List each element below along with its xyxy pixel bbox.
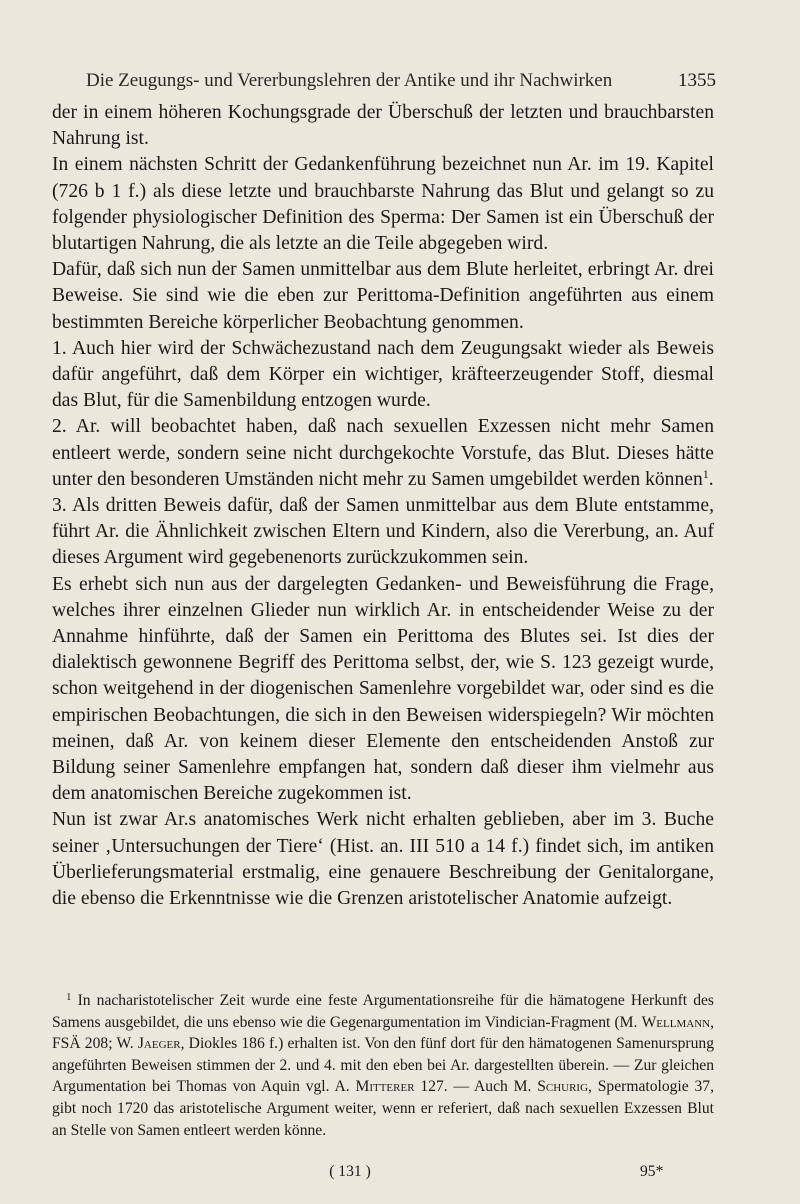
author-name: Mitterer (355, 1078, 415, 1096)
footnote-part: 127. — Auch M. (414, 1078, 538, 1096)
paragraph: Nun ist zwar Ar.s anatomisches Werk nicht erhalten geblieben, aber im 3. Buche seiner ‚Untersuchungen der Tiere‘ (Hist. an. III 510 a 14 f.) findet sich, im antiken Überlieferungsmaterial erstmalig, eine genauere Beschreibung der Genitalorgane, die ebenso die Erkenntnisse wie die Grenzen aristotelischer Anatomie aufzeigt. (52, 809, 714, 910)
footnote (52, 987, 714, 1141)
page-number: 1355 (678, 70, 716, 91)
footnote-mark: 1 (66, 991, 72, 1003)
footnote-part: , FSÄ 208; W. (52, 1013, 714, 1053)
footnote-text (52, 987, 714, 1141)
paragraph-end: . (708, 468, 714, 490)
signature-mark: 95* (640, 1163, 664, 1180)
paragraph: Es erhebt sich nun aus der dargelegten Gedanken- und Beweisführung die Frage, welches ihrer einzelnen Glieder nun wirklich Ar. in entscheidender Weise zu der Annahme hinführte, daß der Samen ein Perittoma des Blutes sei. Ist dies der dialektisch gewonnene Begriff des Perittoma selbst, der, wie S. 123 gezeigt wurde, schon weitgehend in der diogenischen Samenlehre vorgebildet war, oder sind es die empirischen Beobachtungen, die sich in den Beweisen widerspiegeln? Wir möchten meinen, daß Ar. von keinem dieser Elemente den entscheidenden Anstoß zur Bildung seiner Samenlehre empfangen hat, sondern daß dieser ihm vielmehr aus dem anatomischen Bereiche zugekommen ist. (52, 573, 714, 805)
author-name: Schurig (537, 1078, 589, 1096)
folio: ( 131 ) (329, 1163, 371, 1180)
footnote-part: , Diokles 186 f.) erhalten ist. Von den fünf dort für den hämatogenen Samenursprung angeführten Beweisen stimmen der 2. und 4. mit den eben bei Ar. dargestellten überein. — Zur gleichen Argumentation bei Thomas von Aquin vgl. A. (52, 1035, 714, 1096)
paragraph: der in einem höheren Kochungsgrade der Überschuß der letzten und brauchbarsten Nahrung ist. (52, 102, 714, 150)
footnote-part: , Spermatologie 37, gibt noch 1720 das aristotelische Argument weiter, wenn er referiert, daß nach sexuellen Exzessen Blut an Stelle von Samen entleert werden könne. (52, 1078, 714, 1139)
main-text (52, 100, 714, 912)
author-name: Jaeger (137, 1035, 181, 1053)
paragraph: Dafür, daß sich nun der Samen unmittelbar aus dem Blute herleitet, erbringt Ar. drei Beweise. Sie sind wie die eben zur Perittoma-Definition angeführten aus einem bestimmten Bereiche körperlicher Beobachtung genommen. (52, 259, 714, 333)
paragraph: In einem nächsten Schritt der Gedankenführung bezeichnet nun Ar. im 19. Kapitel (726 b 1 f.) als diese letzte und brauchbarste Nahrung das Blut und gelangt so zu folgender physiologischer Definition des Sperma: Der Samen ist ein Überschuß der blutartigen Nahrung, die als letzte an die Teile abgegeben wird. (52, 154, 714, 255)
paragraph: 3. Als dritten Beweis dafür, daß der Samen unmittelbar aus dem Blute entstamme, führt Ar. die Ähnlichkeit zwischen Eltern und Kindern, also die Vererbung, an. Auf dieses Argument wird gegebenenorts zurückzukommen sein. (52, 495, 714, 569)
footnote-ref[interactable]: 1 (702, 466, 709, 481)
author-name: Wellmann (641, 1013, 711, 1031)
running-title: Die Zeugungs- und Vererbungslehren der Antike und ihr Nachwirken (86, 70, 613, 91)
paragraph (52, 414, 714, 493)
paragraph: 1. Auch hier wird der Schwächezustand nach dem Zeugungsakt wieder als Beweis dafür angeführt, daß dem Körper ein wichtiger, kräfteerzeugender Stoff, diesmal das Blut, für die Samenbildung entzogen wurde. (52, 337, 714, 412)
footnote-part: In nacharistotelischer Zeit wurde eine feste Argumentationsreihe für die hämatogene Herkunft des Samens ausgebildet, die uns ebenso wie die Gegenargumentation im Vindician-Fragment (M. (52, 992, 715, 1031)
paragraph-text: 2. Ar. will beobachtet haben, daß nach sexuellen Exzessen nicht mehr Samen entleert werde, sondern seine nicht durchgekochte Vorstufe, das Blut. Dieses hätte unter den besonderen Umständen nicht mehr zu Samen umgebildet werden können (52, 416, 714, 490)
